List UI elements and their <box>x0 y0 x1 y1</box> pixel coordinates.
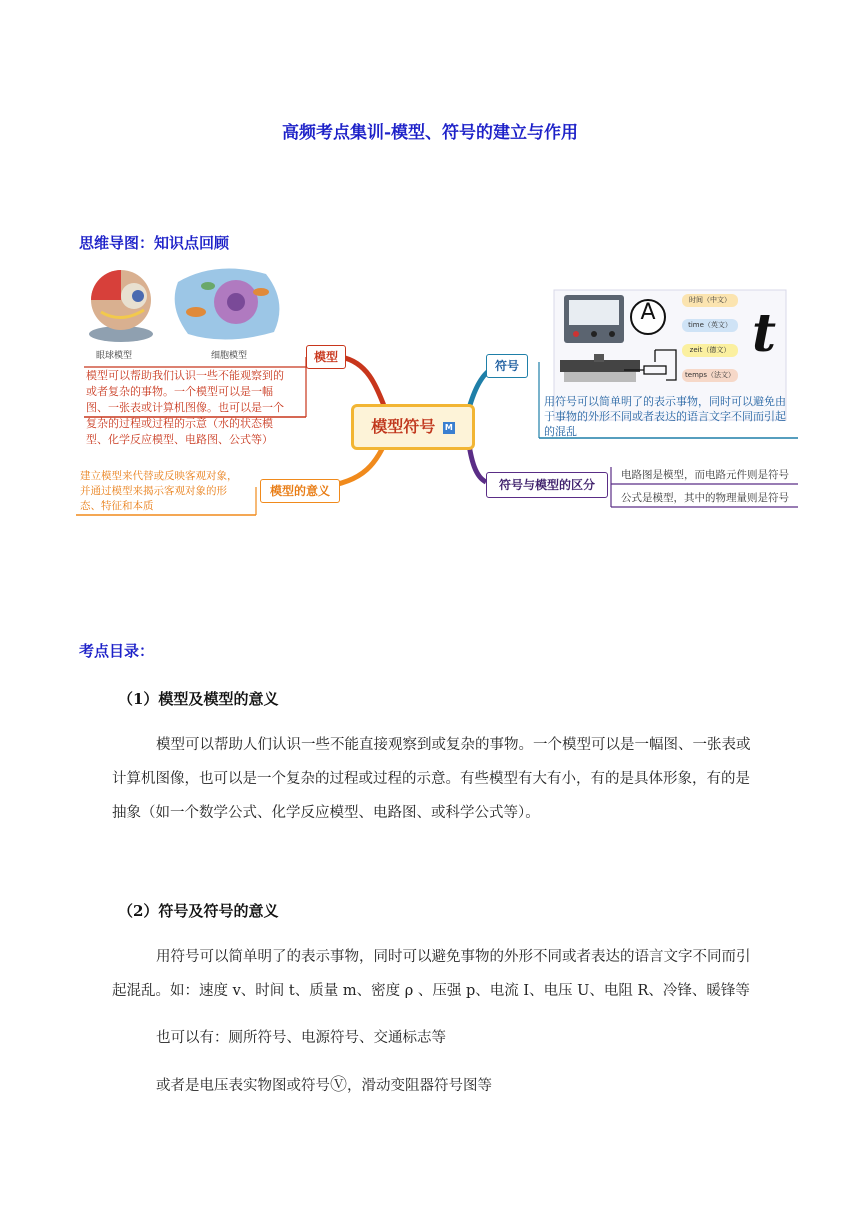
time-tag-french: temps（法文） <box>685 371 735 379</box>
center-node[interactable]: 模型符号 M <box>351 404 475 450</box>
eye-model-caption: 眼球模型 <box>96 351 133 361</box>
meaning-description: 建立模型来代替或反映客观对象， 并通过模型来揭示客观对象的形 态、特征和本质 <box>80 470 238 512</box>
diff-line-2: 公式是模型，其中的物理量则是符号 <box>621 492 789 504</box>
t-symbol: t <box>752 303 777 364</box>
section-2-body: 用符号可以简单明了的表示事物，同时可以避免事物的外形不同或者表达的语言文字不同而引 起混乱。如：速度 v、时间 t、质量 m、密度 ρ 、压强 p、电流 I、电压 U、电阻 R、冷锋、暖锋等 也可以有：厕所符号、电源符号、交通标志等 或者是电压表实物图或符号Ⓥ，滑动变阻器符号图等 <box>112 940 792 1103</box>
symbol-model-diff-node[interactable]: 符号与模型的区分 <box>486 472 608 498</box>
voltmeter-symbol-icon: Ⓥ <box>330 1075 347 1095</box>
time-tag-english: time（英文） <box>688 321 732 329</box>
section-2-last-line: 或者是电压表实物图或符号Ⓥ，滑动变阻器符号图等 <box>156 1075 492 1095</box>
section-1-heading: （1）模型及模型的意义 <box>118 690 279 708</box>
ammeter-letter: A <box>640 300 656 325</box>
cell-model-caption: 细胞模型 <box>211 351 248 361</box>
eye-model-image <box>89 270 153 342</box>
page-title: 高频考点集训-模型、符号的建立与作用 <box>281 123 579 143</box>
section-2-heading: （2）符号及符号的意义 <box>118 902 279 920</box>
time-tag-chinese: 时间（中文） <box>689 296 731 304</box>
mindmap-badge-icon: M <box>443 422 455 434</box>
meaning-node[interactable]: 模型的意义 <box>260 479 340 503</box>
mindmap-heading: 思维导图：知识点回顾 <box>79 234 230 252</box>
symbol-node[interactable]: 符号 <box>486 354 528 378</box>
toc-heading: 考点目录： <box>79 642 155 660</box>
section-1-body: 模型可以帮助人们认识一些不能直接观察到或复杂的事物。一个模型可以是一幅图、一张表或 计算机图像，也可以是一个复杂的过程或过程的示意。有些模型有大有小，有的是具体形象，有的是 抽象（如一个数学公式、化学反应模型、电路图、或科学公式等）。 <box>112 737 751 821</box>
diff-line-1: 电路图是模型，而电路元件则是符号 <box>621 469 789 481</box>
model-description: 模型可以帮助我们认识一些不能观察到的 或者复杂的事物。一个模型可以是一幅 图、一张表或计算机图像。也可以是一个 复杂的过程或过程的示意（水的状态模 型、化学反应模型、电路图、公式等） <box>86 369 284 446</box>
symbol-description: 用符号可以简单明了的表示事物，同时可以避免由 于事物的外形不同或者表达的语言文字不同而引起 的混乱 <box>544 395 786 438</box>
mindmap <box>76 262 806 524</box>
time-tag-german: zeit（德文） <box>689 346 731 354</box>
ammeter-image <box>564 295 624 343</box>
cell-model-image <box>175 269 280 340</box>
model-node[interactable]: 模型 <box>306 345 346 369</box>
